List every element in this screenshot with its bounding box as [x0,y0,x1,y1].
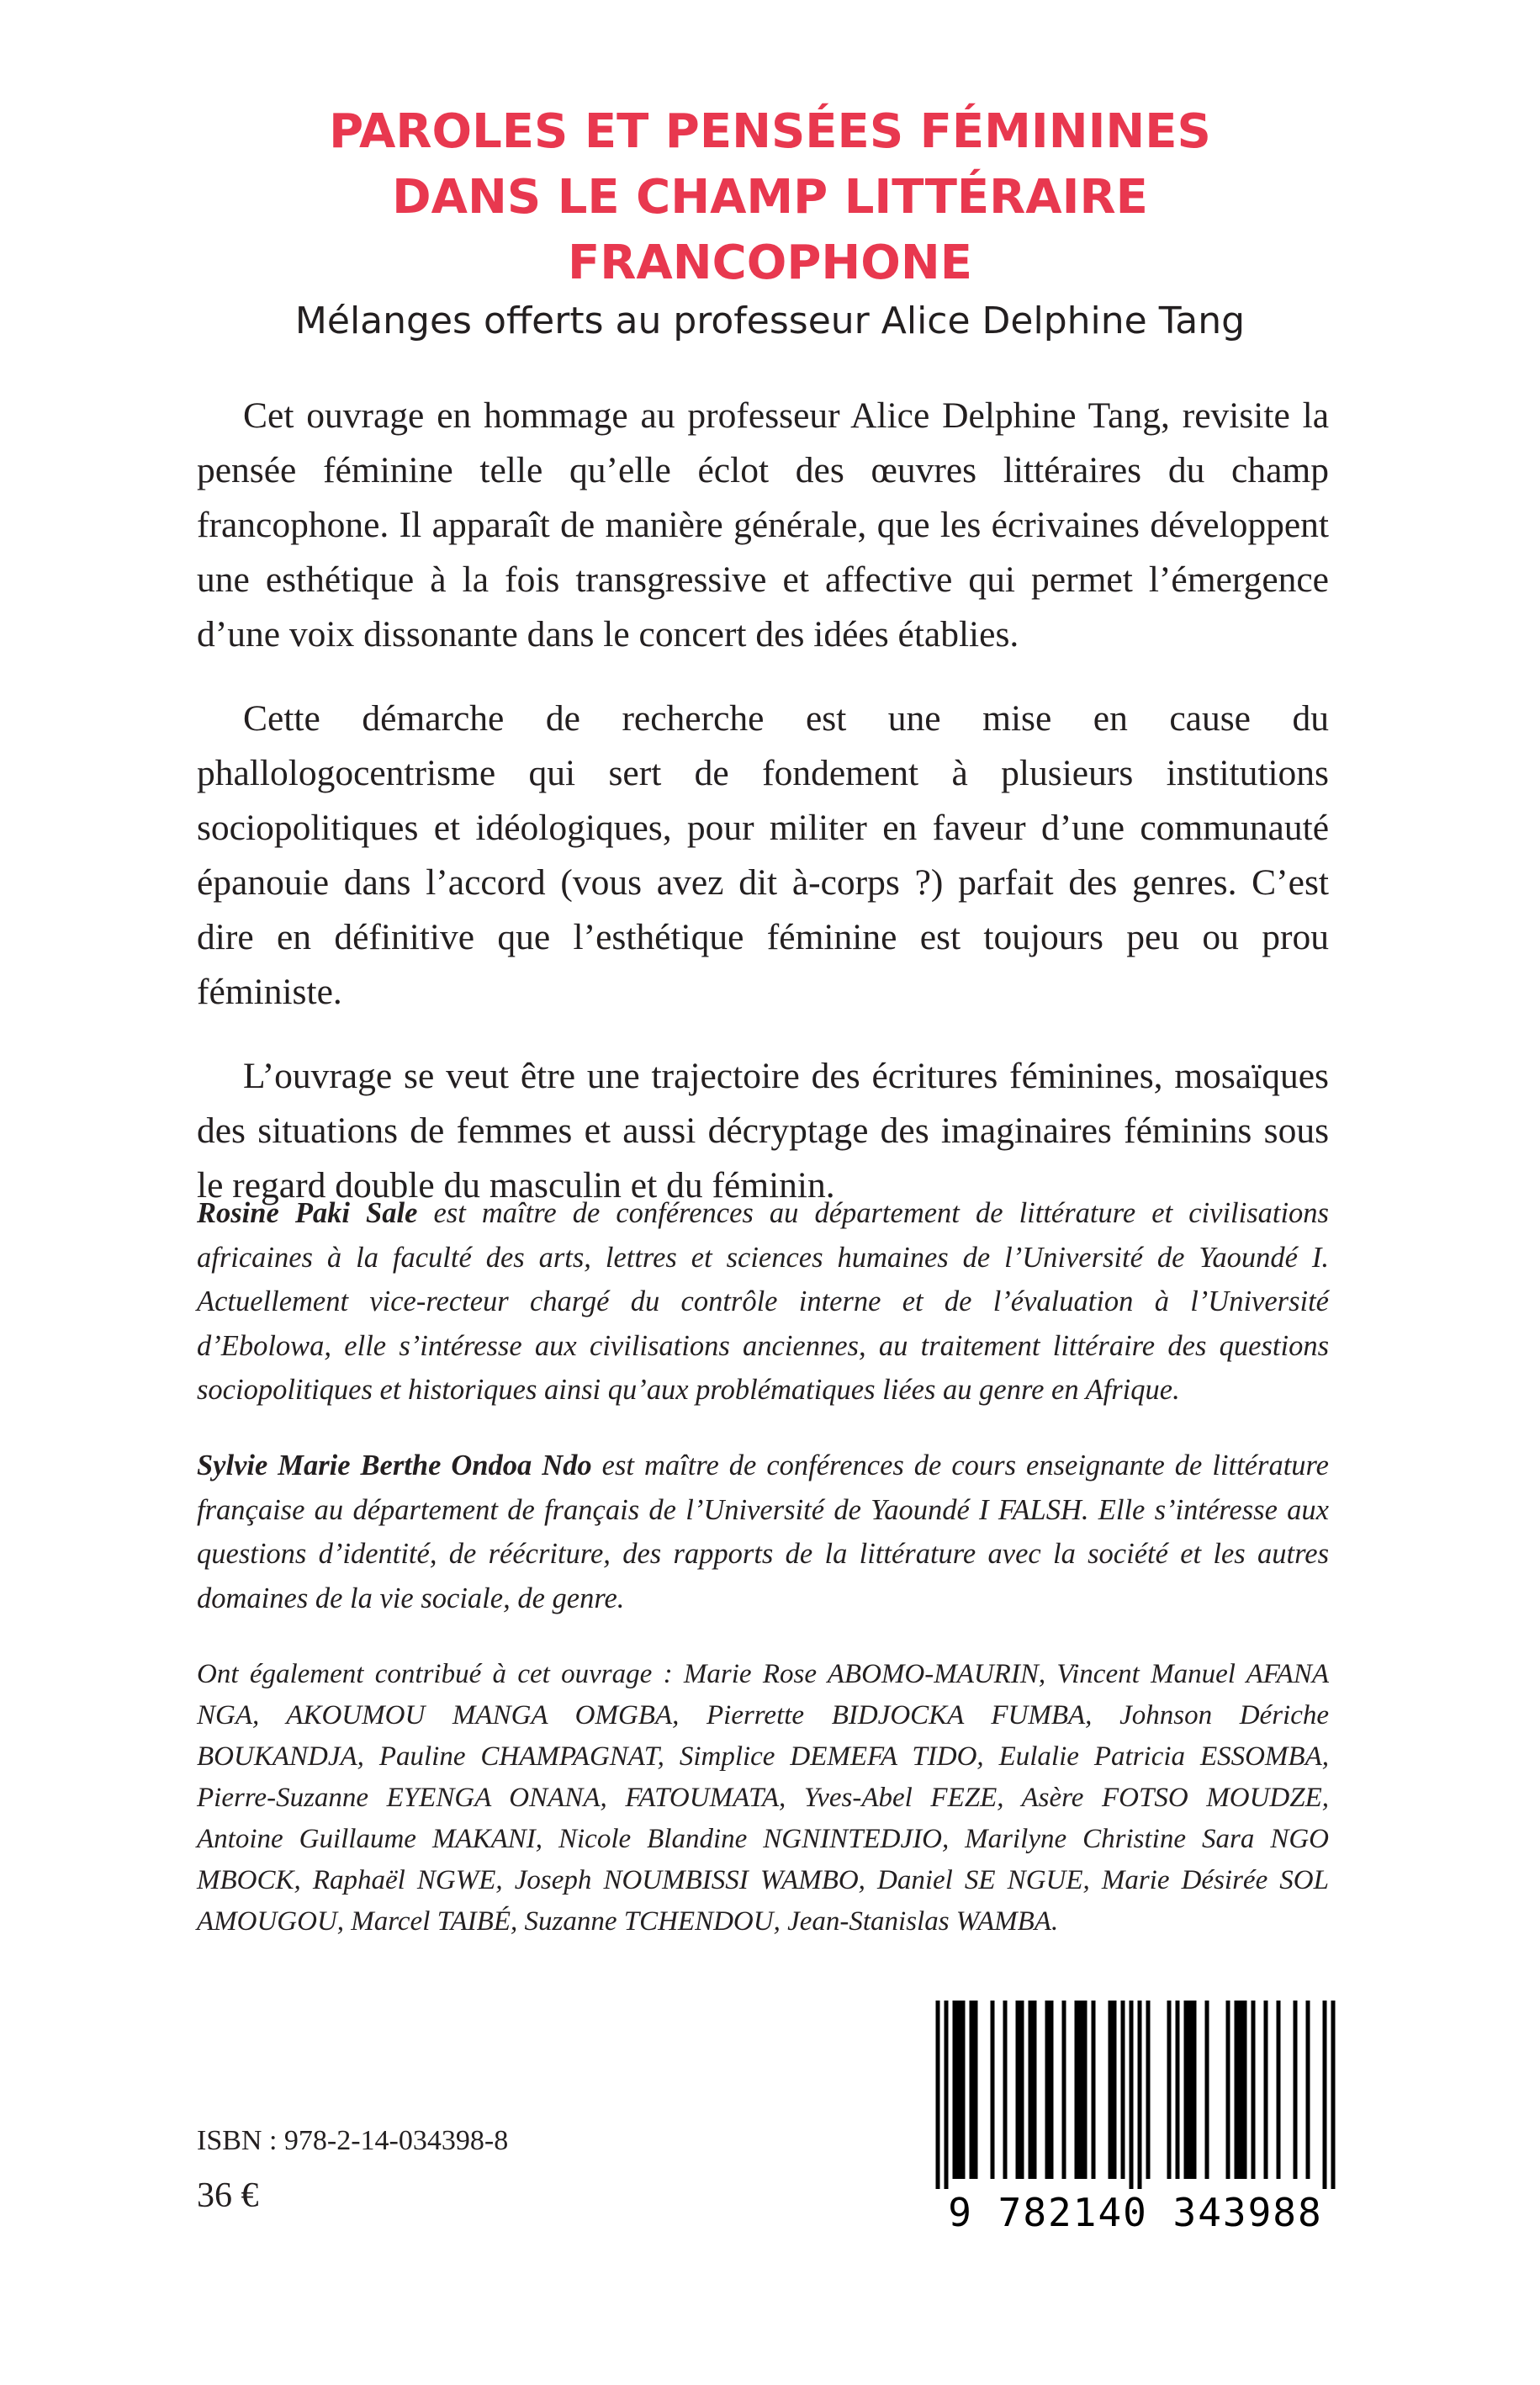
barcode-bar [1243,2001,1247,2179]
barcode-bar [1138,2001,1142,2189]
isbn: ISBN : 978-2-14-034398-8 [197,2125,509,2156]
barcode-bar [1323,2001,1327,2189]
author-bio-1 [197,1191,1329,1412]
barcode-bar [1146,2001,1151,2179]
book-subtitle: Mélanges offerts au professeur Alice Delphine Tang [294,299,1246,342]
barcode-bar [1050,2001,1054,2179]
barcode-bar [1264,2001,1268,2179]
title-line-1: PAROLES ET PENSÉES FÉMININES [329,104,1211,159]
price: 36 € [197,2176,259,2215]
barcode-bar [945,2001,949,2189]
barcode-bar [1252,2001,1256,2179]
barcode-bar [1235,2001,1239,2179]
barcode-bar [957,2001,961,2179]
barcode-bars [925,1994,1346,2189]
book-title [0,99,1540,296]
barcode-bar [1167,2001,1172,2179]
author-bio-text-2: est maître de conférences de cours enseignante de littérature française au département de français de l’Université de Yaoundé I FALSH. Elle s’intéresse aux questions d’identité, de réécriture, des rapports de la littérature avec la société et les autres domaines de la vie sociale, de genre. [197,1450,1329,1614]
title-line-2: DANS LE CHAMP LITTÉRAIRE [392,170,1148,225]
barcode-bar [1226,2001,1230,2179]
barcode-bar [1079,2001,1083,2179]
barcode-bar [1121,2001,1125,2179]
barcode-bar [1188,2001,1193,2179]
summary-paragraph-3: L’ouvrage se veut être une trajectoire des écritures féminines, mosaïques des situations de femmes et aussi décryptage des imaginaires féminins sous le regard double du masculin et du féminin. [197,1056,1329,1206]
barcode-bar [1045,2001,1050,2179]
barcode-bar [1075,2001,1079,2179]
barcode-bar [1205,2001,1209,2179]
barcode-bar [1016,2001,1020,2179]
barcode-bar [1277,2001,1281,2179]
summary-paragraph-1: Cet ouvrage en hommage au professeur Alice Delphine Tang, revisite la pensée féminine telle qu’elle éclot des œuvres littéraires du champ francophone. Il apparaît de manière générale, que les écrivaines développent une esthétique à la fois transgressive et affective qui permet l’émergence d’une voix dissonante dans le concert des idées établies. [197,395,1329,655]
author-bio-text-1: est maître de conférences au département de littérature et civilisations africaines à la faculté des arts, lettres et sciences humaines de l’Université de Yaoundé I. Actuellement vice-recteur chargé du contrôle interne et de l’évaluation à l’Université d’Ebolowa, elle s’intéresse aux civilisations anciennes, au traitement littéraire des questions sociopolitiques et historiques ainsi qu’aux problématiques liées au genre en Afrique. [197,1197,1329,1406]
author-name-2: Sylvie Marie Berthe Ondoa Ndo [197,1450,592,1481]
book-summary [197,389,1329,1243]
barcode-digits: 9 782140 343988 [948,2190,1323,2235]
barcode-bar [970,2001,974,2179]
barcode-bar [991,2001,995,2179]
barcode-bar [1020,2001,1024,2179]
author-bio-2 [197,1444,1329,1620]
summary-paragraph-2: Cette démarche de recherche est une mise en cause du phallologocentrisme qui sert de fondement à plusieurs institutions sociopolitiques et idéologiques, pour militer en faveur d’une communauté épanouie dans l’accord (vous avez dit à-corps ?) parfait des genres. C’est dire en définitive que l’esthétique féminine est toujours peu ou prou féministe. [197,698,1329,1012]
barcode-bar [1239,2001,1243,2179]
barcode-bar [1109,2001,1113,2179]
barcode-bar [1033,2001,1037,2179]
barcode-bar [974,2001,978,2179]
barcode-bar [1113,2001,1117,2179]
title-line-3: FRANCOPHONE [568,236,972,290]
barcode-bar [1306,2001,1310,2179]
barcode-bar [1184,2001,1188,2179]
barcode-bar [1130,2001,1134,2189]
barcode-bar [961,2001,966,2179]
barcode-bar [936,2001,940,2189]
barcode-bar [1193,2001,1197,2179]
barcode [925,1994,1346,2239]
contributors-list: Ont également contribué à cet ouvrage : Marie Rose ABOMO-MAURIN, Vincent Manuel AFANA NGA, AKOUMOU MANGA OMGBA, Pierrette BIDJOCKA FUMBA, Johnson Dériche BOUKANDJA, Pauline CHAMPAGNAT, Simplice DEMEFA TIDO, Eulalie Patricia ESSOMBA, Pierre-Suzanne EYENGA ONANA, FATOUMATA, Yves-Abel FEZE, Asère FOTSO MOUDZE, Antoine Guillaume MAKANI, Nicole Blandine NGNINTEDJIO, Marilyne Christine Sara NGO MBOCK, Raphaël NGWE, Joseph NOUMBISSI WAMBO, Daniel SE NGUE, Marie Désirée SOL AMOUGOU, Marcel TAIBÉ, Suzanne TCHENDOU, Jean-Stanislas WAMBA. [197,1659,1329,1937]
author-name-1: Rosine Paki Sale [197,1197,418,1229]
barcode-bar [1092,2001,1096,2179]
barcode-bar [1176,2001,1180,2179]
barcode-bar [1294,2001,1298,2179]
barcode-bar [1062,2001,1066,2179]
barcode-bar [953,2001,957,2179]
barcode-bar [1083,2001,1088,2179]
barcode-bar [1003,2001,1008,2179]
barcode-bar [1331,2001,1336,2189]
barcode-bar [1029,2001,1033,2179]
